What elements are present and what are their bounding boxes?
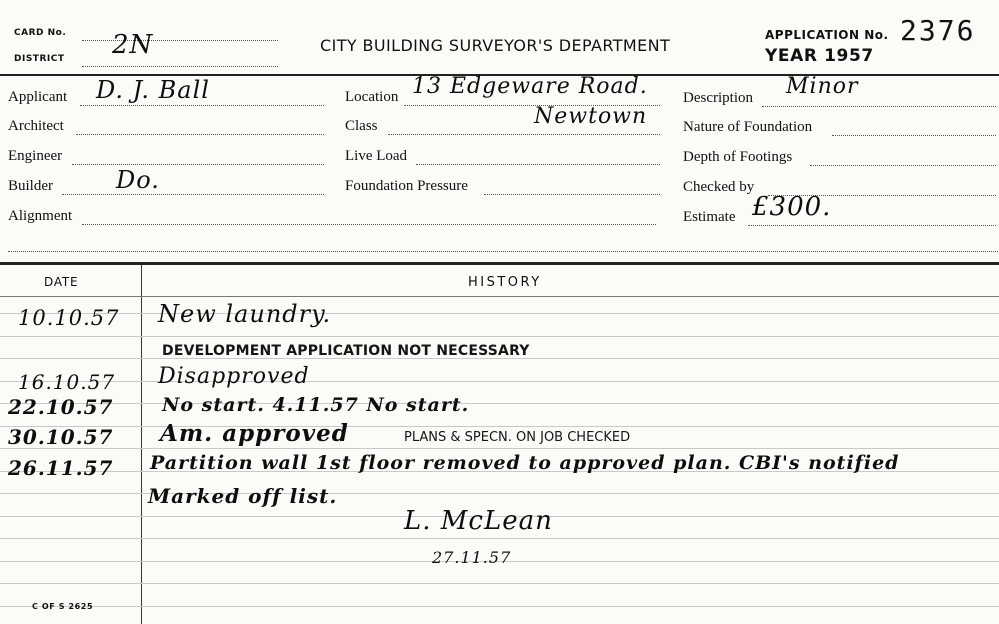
description-line xyxy=(762,106,996,107)
architect-label: Architect xyxy=(8,118,64,134)
blank-line xyxy=(8,251,998,252)
nature-line xyxy=(832,135,996,136)
applicant-line xyxy=(80,105,324,106)
history-date: 30.10.57 xyxy=(8,425,114,449)
estimate-line xyxy=(748,225,996,226)
live-load-label: Live Load xyxy=(345,148,408,164)
description-value: Minor xyxy=(786,74,859,99)
depth-label: Depth of Footings xyxy=(683,149,793,165)
history-text: New laundry. xyxy=(158,300,332,328)
estimate-value: £300. xyxy=(752,192,832,222)
class-line xyxy=(388,134,660,135)
rule-line xyxy=(0,381,999,382)
application-label: APPLICATION No. xyxy=(765,28,889,42)
alignment-label: Alignment xyxy=(8,208,73,224)
form-code: C OF S 2625 xyxy=(32,602,94,611)
history-text: Marked off list. xyxy=(148,484,338,508)
history-text: Am. approved xyxy=(160,420,349,447)
location-label: Location xyxy=(345,89,399,105)
checked-label: Checked by xyxy=(683,179,755,195)
description-label: Description xyxy=(683,90,753,106)
nature-label: Nature of Foundation xyxy=(683,119,813,135)
foundation-pressure-label: Foundation Pressure xyxy=(345,178,468,194)
district-label: DISTRICT xyxy=(14,54,65,64)
development-stamp: DEVELOPMENT APPLICATION NOT NECESSARY xyxy=(162,343,530,359)
history-date: 26.11.57 xyxy=(8,456,114,480)
engineer-label: Engineer xyxy=(8,148,63,164)
district-line xyxy=(82,66,278,67)
department-title: CITY BUILDING SURVEYOR'S DEPARTMENT xyxy=(320,36,671,55)
rule-line xyxy=(0,448,999,449)
date-header: DATE xyxy=(44,275,79,289)
history-date: 10.10.57 xyxy=(18,306,120,330)
estimate-label: Estimate xyxy=(683,209,736,225)
foundation-pressure-line xyxy=(484,194,660,195)
history-date: 16.10.57 xyxy=(18,370,116,394)
history-header: HISTORY xyxy=(468,275,542,290)
alignment-line xyxy=(82,224,656,225)
history-text: No start. 4.11.57 No start. xyxy=(162,394,470,416)
rule-line xyxy=(0,583,999,584)
builder-value: Do. xyxy=(116,166,160,194)
application-number: 2376 xyxy=(900,14,976,47)
location-value: 13 Edgeware Road. xyxy=(412,74,648,99)
class-value: Newtown xyxy=(534,104,648,129)
engineer-line xyxy=(72,164,324,165)
rule-line xyxy=(0,336,999,337)
history-text: Disapproved xyxy=(158,364,310,389)
history-top-border xyxy=(0,262,999,265)
district-value: 2N xyxy=(112,30,154,60)
rule-line xyxy=(0,538,999,539)
plans-checked-stamp: PLANS & SPECN. ON JOB CHECKED xyxy=(404,430,631,445)
class-label: Class xyxy=(345,118,378,134)
rule-line xyxy=(0,606,999,607)
history-date: 22.10.57 xyxy=(8,395,114,419)
rule-line xyxy=(0,313,999,314)
signature-date: 27.11.57 xyxy=(432,548,512,567)
architect-line xyxy=(76,134,324,135)
rule-line xyxy=(0,403,999,404)
year-label: YEAR 1957 xyxy=(765,46,874,66)
builder-label: Builder xyxy=(8,178,53,194)
builder-line xyxy=(62,194,324,195)
rule-line xyxy=(0,426,999,427)
card-no-label: CARD No. xyxy=(14,28,67,38)
applicant-value: D. J. Ball xyxy=(96,76,210,104)
header-rule xyxy=(0,296,999,297)
depth-line xyxy=(810,165,996,166)
applicant-label: Applicant xyxy=(8,89,68,105)
signature: L. McLean xyxy=(404,506,553,536)
history-text: Partition wall 1st floor removed to approved plan. CBI's notified xyxy=(150,452,900,474)
date-column-divider xyxy=(141,265,142,624)
live-load-line xyxy=(416,164,660,165)
